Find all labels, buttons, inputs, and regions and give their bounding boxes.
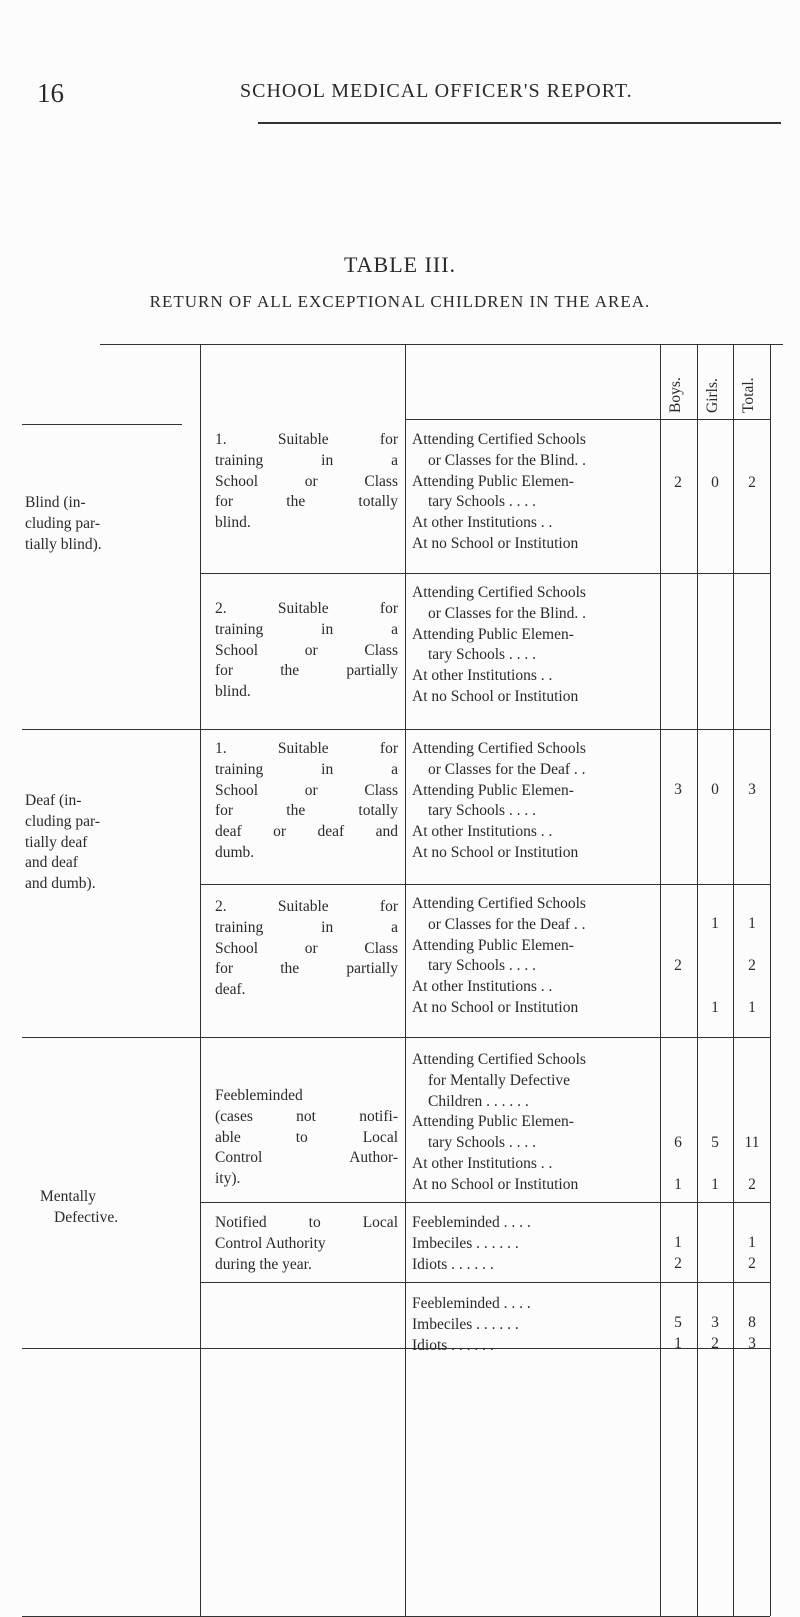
column-header-boys: Boys. [667, 377, 684, 413]
blind-sub1-rows: Attending Certified Schools or Classes for the Blind. . Attending Public Elemen- tary Schools . . . . At other Institutions . . At no School or Institution [412, 431, 586, 552]
deaf-sub2-label: 2. Suitable for training in a School or Class for the partially deaf. [215, 898, 398, 999]
mental-sub1-public-boys: 6 [674, 1134, 682, 1151]
mental-sub3-idiots-girls: 2 [711, 1335, 719, 1352]
mental-sub1-rows: Attending Certified Schools for Mentally Defective Children . . . . . . Attending Public Elemen- tary Schools . . . . At other Institutions . . At no School or Institution [412, 1051, 586, 1193]
deaf-sub2-public-total: 2 [748, 957, 756, 974]
mental-sub3-imbeciles-boys: 5 [674, 1314, 682, 1331]
mental-sub3-imbeciles-girls: 3 [711, 1314, 719, 1331]
mental-sub2-idiots-total: 2 [748, 1255, 756, 1272]
blind-sub2-rows: Attending Certified Schools or Classes for the Blind. . Attending Public Elemen- tary Schools . . . . At other Institutions . . At no School or Institution [412, 584, 586, 705]
blind-sub1-total: 2 [748, 474, 756, 491]
mental-category-label: Mentally Defective. [40, 1188, 119, 1226]
deaf-sub2-no-school-girls: 1 [711, 999, 719, 1016]
deaf-sub1-label: 1. Suitable for training in a School or Class for the totally deaf or deaf and dumb. [215, 740, 398, 861]
mental-sub1-no-school-boys: 1 [674, 1176, 682, 1193]
deaf-sub1-rows: Attending Certified Schools or Classes for the Deaf . . Attending Public Elemen- tary Schools . . . . At other Institutions . . At no School or Institution [412, 740, 586, 861]
table-title: TABLE III. [343, 252, 457, 277]
mental-sub1-no-school-total: 2 [748, 1176, 756, 1193]
mental-sub2-imbeciles-boys: 1 [674, 1234, 682, 1251]
table-subtitle: RETURN OF ALL EXCEPTIONAL CHILDREN IN THE AREA. [149, 292, 651, 311]
mental-sub1-label: Feebleminded (cases not notifi- able to Local Control Author- ity). [215, 1087, 398, 1188]
blind-category-label: Blind (in- cluding par- tially blind). [25, 494, 102, 553]
mental-sub1-no-school-girls: 1 [711, 1176, 719, 1193]
deaf-sub1-boys: 3 [674, 781, 682, 798]
mental-sub1-public-girls: 5 [711, 1134, 719, 1151]
blind-sub1-label: 1. Suitable for training in a School or Class for the totally blind. [215, 431, 398, 532]
mental-sub3-imbeciles-total: 8 [748, 1314, 756, 1331]
mental-sub3-idiots-boys: 1 [674, 1335, 682, 1352]
blind-sub1-girls: 0 [711, 474, 719, 491]
mental-sub2-label: Notified to Local Control Authority during the year. [215, 1214, 398, 1273]
blind-sub2-label: 2. Suitable for training in a School or Class for the partially blind. [215, 600, 398, 701]
blind-sub1-boys: 2 [674, 474, 682, 491]
mental-sub1-public-total: 11 [744, 1134, 760, 1151]
deaf-sub1-girls: 0 [711, 781, 719, 798]
column-header-total: Total. [740, 377, 757, 413]
deaf-sub2-certified-total: 1 [748, 915, 756, 932]
deaf-sub2-rows: Attending Certified Schools or Classes for the Deaf . . Attending Public Elemen- tary Schools . . . . At other Institutions . . At no School or Institution [412, 895, 586, 1016]
running-head: SCHOOL MEDICAL OFFICER'S REPORT. [240, 80, 633, 102]
mental-sub2-rows: Feebleminded . . . . Imbeciles . . . . . . Idiots . . . . . . [412, 1214, 531, 1273]
deaf-sub2-certified-girls: 1 [711, 915, 719, 932]
deaf-category-label: Deaf (in- cluding par- tially deaf and deaf and dumb). [25, 792, 101, 893]
column-header-girls: Girls. [704, 378, 721, 413]
mental-sub2-imbeciles-total: 1 [748, 1234, 756, 1251]
page-number: 16 [37, 78, 64, 108]
mental-sub2-idiots-boys: 2 [674, 1255, 682, 1272]
deaf-sub2-no-school-total: 1 [748, 999, 756, 1016]
deaf-sub1-total: 3 [748, 781, 756, 798]
mental-sub3-rows: Feebleminded . . . . Imbeciles . . . . . . Idiots . . . . . . [412, 1295, 531, 1354]
header-rule [258, 122, 781, 124]
deaf-sub2-public-boys: 2 [674, 957, 682, 974]
mental-sub3-idiots-total: 3 [748, 1335, 756, 1352]
